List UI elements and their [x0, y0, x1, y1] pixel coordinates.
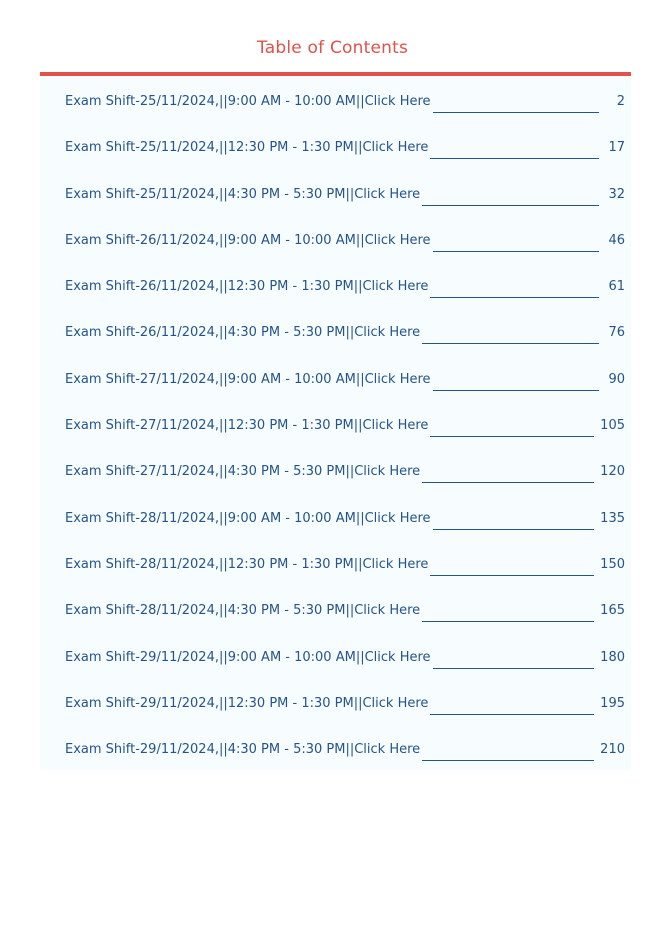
toc-entry[interactable]	[65, 279, 625, 325]
toc-entry[interactable]	[65, 187, 625, 233]
toc-page-number: 46	[608, 232, 625, 248]
toc-entry-label[interactable]: Exam Shift-25/11/2024,||4:30 PM - 5:30 PM||Click Here	[65, 186, 421, 202]
toc-leader-line	[422, 482, 594, 483]
toc-page-number: 150	[600, 556, 625, 572]
toc-entry[interactable]	[65, 557, 625, 603]
toc-leader-line	[430, 575, 594, 576]
toc-page-number: 180	[600, 649, 625, 665]
toc-page-number: 165	[600, 603, 625, 619]
toc-leader-line	[422, 621, 594, 622]
toc-entry[interactable]	[65, 511, 625, 557]
toc-entry-label[interactable]: Exam Shift-27/11/2024,||4:30 PM - 5:30 PM||Click Here	[65, 464, 421, 480]
toc-entry-label[interactable]: Exam Shift-26/11/2024,||4:30 PM - 5:30 PM||Click Here	[65, 325, 421, 341]
toc-leader-line	[433, 390, 599, 391]
toc-entry[interactable]	[65, 94, 625, 140]
toc-leader-line	[433, 529, 595, 530]
toc-entry-label[interactable]: Exam Shift-25/11/2024,||9:00 AM - 10:00 AM||Click Here	[65, 94, 431, 109]
toc-entry-label[interactable]: Exam Shift-25/11/2024,||12:30 PM - 1:30 PM||Click Here	[65, 140, 429, 156]
toc-entry-label[interactable]: Exam Shift-26/11/2024,||9:00 AM - 10:00 AM||Click Here	[65, 232, 431, 248]
toc-page-number: 90	[608, 371, 625, 387]
toc-entry[interactable]	[65, 742, 625, 788]
toc-leader-line	[430, 158, 599, 159]
toc-entry[interactable]	[65, 325, 625, 371]
toc-leader-line	[430, 714, 594, 715]
toc-entry-label[interactable]: Exam Shift-29/11/2024,||9:00 AM - 10:00 AM||Click Here	[65, 649, 431, 665]
toc-leader-line	[422, 343, 599, 344]
toc-entry-label[interactable]: Exam Shift-27/11/2024,||12:30 PM - 1:30 PM||Click Here	[65, 418, 429, 434]
toc-entry-label[interactable]: Exam Shift-27/11/2024,||9:00 AM - 10:00 AM||Click Here	[65, 371, 431, 387]
toc-entry[interactable]	[65, 603, 625, 649]
toc-page-number: 105	[600, 418, 625, 434]
toc-page-number: 210	[600, 742, 625, 758]
toc-leader-line	[433, 668, 595, 669]
toc-entry-label[interactable]: Exam Shift-29/11/2024,||4:30 PM - 5:30 PM||Click Here	[65, 742, 421, 758]
toc-leader-line	[433, 251, 599, 252]
toc-entry-label[interactable]: Exam Shift-28/11/2024,||4:30 PM - 5:30 PM||Click Here	[65, 603, 421, 619]
toc-leader-line	[422, 205, 599, 206]
toc-leader-line	[433, 112, 599, 113]
toc-entry-label[interactable]: Exam Shift-26/11/2024,||12:30 PM - 1:30 PM||Click Here	[65, 279, 429, 295]
toc-entry[interactable]	[65, 650, 625, 696]
page-title: Table of Contents	[256, 38, 409, 58]
toc-entry-label[interactable]: Exam Shift-29/11/2024,||12:30 PM - 1:30 PM||Click Here	[65, 695, 429, 711]
toc-page-number: 32	[608, 186, 625, 202]
toc-page-number: 17	[608, 140, 625, 156]
toc-entry[interactable]	[65, 140, 625, 186]
toc-leader-line	[430, 436, 594, 437]
toc-entry[interactable]	[65, 418, 625, 464]
toc-page-number: 195	[600, 695, 625, 711]
toc-entry-label[interactable]: Exam Shift-28/11/2024,||9:00 AM - 10:00 AM||Click Here	[65, 510, 431, 526]
toc-page-number: 2	[616, 94, 625, 109]
toc-entry[interactable]	[65, 233, 625, 279]
toc-page-number: 120	[600, 464, 625, 480]
toc-leader-line	[422, 760, 594, 761]
toc-entry[interactable]	[65, 464, 625, 510]
toc-page-number: 61	[608, 279, 625, 295]
toc-page-number: 76	[608, 325, 625, 341]
toc-entry[interactable]	[65, 696, 625, 742]
toc-leader-line	[430, 297, 599, 298]
toc-entry-label[interactable]: Exam Shift-28/11/2024,||12:30 PM - 1:30 PM||Click Here	[65, 556, 429, 572]
toc-entry[interactable]	[65, 372, 625, 418]
toc-list	[65, 94, 625, 788]
toc-page-number: 135	[600, 510, 625, 526]
